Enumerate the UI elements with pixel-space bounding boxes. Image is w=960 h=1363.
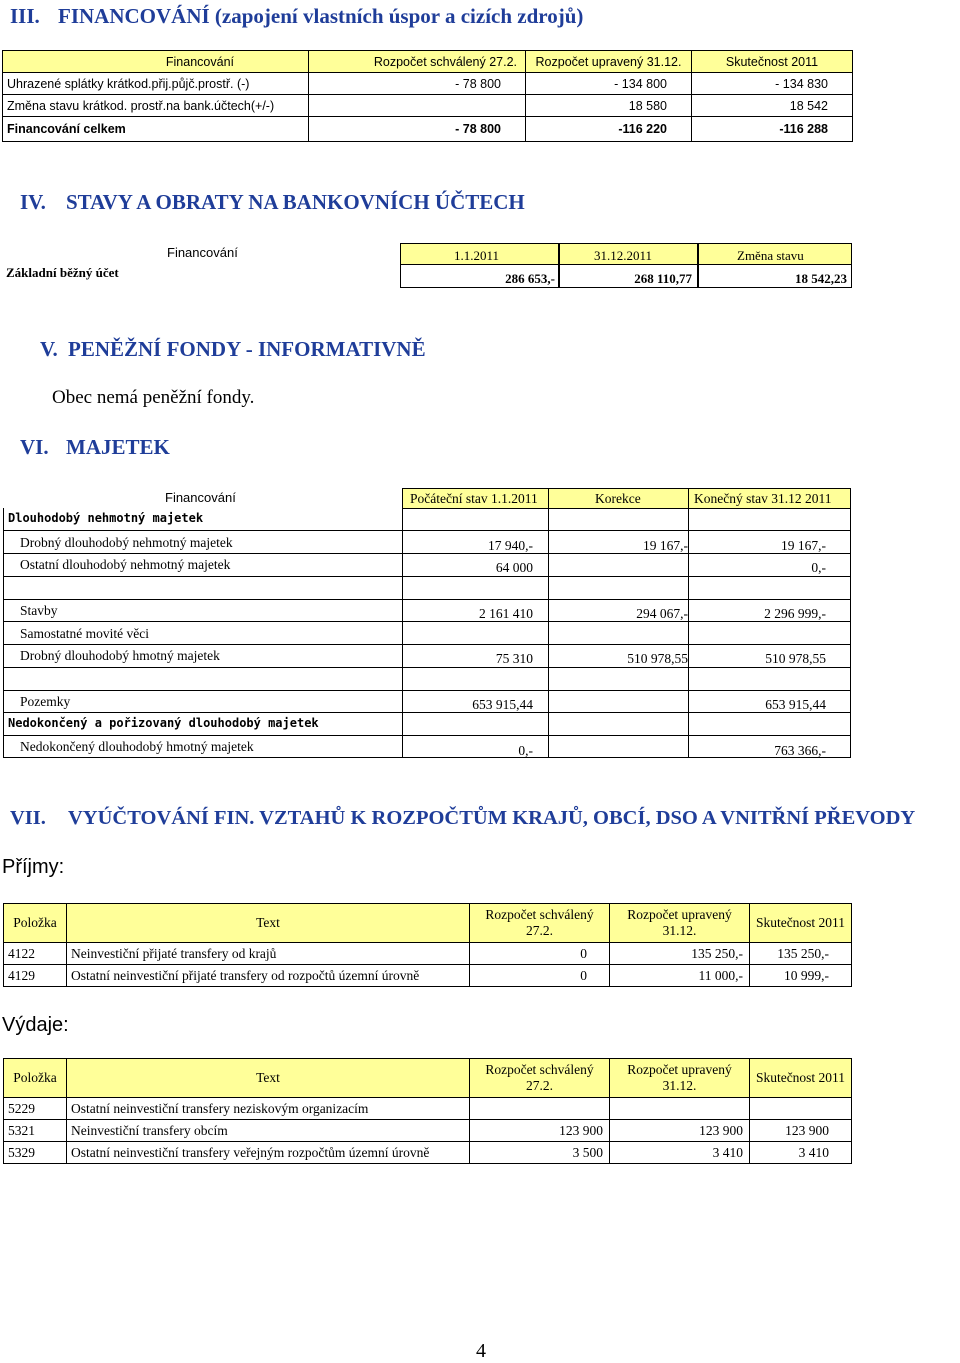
item-code: 4129 bbox=[4, 965, 67, 987]
section-4-number: IV. bbox=[20, 190, 46, 214]
expense-header-row bbox=[4, 1059, 852, 1098]
header-correction: Korekce bbox=[595, 491, 641, 506]
cell-value: 64 000 bbox=[495, 560, 533, 575]
cell-value: 0,- bbox=[518, 743, 533, 758]
header-item: Položka bbox=[4, 904, 67, 943]
header-financovani: Financování bbox=[3, 51, 309, 73]
header-budget-adjusted: Rozpočet upravený 31.12. bbox=[610, 904, 750, 943]
row-line bbox=[3, 530, 851, 531]
item-code: 5329 bbox=[4, 1142, 67, 1164]
section-3-heading bbox=[10, 4, 583, 29]
income-table bbox=[3, 903, 852, 987]
header-financovani: Financování bbox=[167, 245, 238, 260]
section-5-title: PENĚŽNÍ FONDY - INFORMATIVNĚ bbox=[68, 337, 426, 361]
header-date-end: 31.12.2011 bbox=[594, 248, 653, 263]
cell-value: 18 580 bbox=[526, 95, 692, 117]
header-initial-state: Počáteční stav 1.1.2011 bbox=[410, 491, 538, 506]
header-budget-approved: Rozpočet schválený 27.2. bbox=[309, 51, 526, 73]
cell-value: 510 978,55 bbox=[627, 651, 688, 666]
header-date-start: 1.1.2011 bbox=[454, 248, 500, 263]
cell-value: 123 900 bbox=[610, 1120, 750, 1142]
item-text: Ostatní neinvestiční transfery veřejným rozpočtům územní úrovně bbox=[67, 1142, 470, 1164]
cell-value: 653 915,44 bbox=[472, 697, 533, 712]
cell-value: 19 167,- bbox=[643, 538, 688, 553]
row-label: Uhrazené splátky krátkod.přij.půjč.prostř. (-) bbox=[3, 73, 309, 95]
row-label: Ostatní dlouhodobý nehmotný majetek bbox=[20, 557, 231, 572]
row-line bbox=[3, 599, 851, 600]
cell-value: 135 250,- bbox=[610, 943, 750, 965]
header-actual: Skutečnost 2011 bbox=[750, 904, 852, 943]
row-label: Samostatné movité věci bbox=[20, 626, 149, 641]
section-5-heading bbox=[40, 337, 426, 362]
section-6-heading bbox=[20, 435, 170, 460]
item-code: 5321 bbox=[4, 1120, 67, 1142]
table-row bbox=[3, 73, 853, 95]
row-label: Nedokončený dlouhodobý hmotný majetek bbox=[20, 739, 254, 754]
header-text: Text bbox=[67, 904, 470, 943]
page-number: 4 bbox=[476, 1340, 486, 1362]
header-actual: Skutečnost 2011 bbox=[750, 1059, 852, 1098]
row-label: Stavby bbox=[20, 603, 58, 618]
section-5-number: V. bbox=[40, 337, 58, 361]
cell-value: 0 bbox=[470, 943, 610, 965]
header-budget-approved: Rozpočet schválený 27.2. bbox=[470, 1059, 610, 1098]
cell-value: 18 542 bbox=[692, 95, 853, 117]
header-text: Text bbox=[67, 1059, 470, 1098]
cell-value bbox=[309, 95, 526, 117]
group-label-unfinished: Nedokončený a pořizovaný dlouhodobý majetek bbox=[8, 716, 319, 730]
cell-value: 123 900 bbox=[470, 1120, 610, 1142]
cell-value: -116 288 bbox=[692, 117, 853, 142]
cell-value: 19 167,- bbox=[781, 538, 826, 553]
financing-table bbox=[2, 50, 853, 142]
cell-value: 17 940,- bbox=[488, 538, 533, 553]
table-row bbox=[4, 1120, 852, 1142]
cell-value: - 78 800 bbox=[309, 117, 526, 142]
cell-value bbox=[470, 1098, 610, 1120]
cell-value: 286 653,- bbox=[505, 271, 555, 286]
table-row bbox=[4, 965, 852, 987]
cell-value: - 134 830 bbox=[692, 73, 853, 95]
section-7-number: VII. bbox=[10, 807, 46, 829]
section-6-number: VI. bbox=[20, 435, 49, 459]
table-row bbox=[4, 1098, 852, 1120]
section-4-heading bbox=[20, 190, 525, 215]
divider bbox=[548, 488, 549, 509]
cell-value: 268 110,77 bbox=[634, 271, 692, 286]
cell-value: 763 366,- bbox=[774, 743, 826, 758]
table-row-total bbox=[3, 117, 853, 142]
header-budget-approved: Rozpočet schválený 27.2. bbox=[470, 904, 610, 943]
header-actual: Skutečnost 2011 bbox=[692, 51, 853, 73]
cell-value: 0 bbox=[470, 965, 610, 987]
row-label: Změna stavu krátkod. prostř.na bank.účtech(+/-) bbox=[3, 95, 309, 117]
cell-value: 653 915,44 bbox=[765, 697, 826, 712]
row-label: Pozemky bbox=[20, 694, 71, 709]
cell-value: 18 542,23 bbox=[795, 271, 847, 286]
cell-value: - 134 800 bbox=[526, 73, 692, 95]
table-row bbox=[4, 1142, 852, 1164]
header-item: Položka bbox=[4, 1059, 67, 1098]
table-row bbox=[4, 943, 852, 965]
item-text: Neinvestiční transfery obcím bbox=[67, 1120, 470, 1142]
cell-value: 294 067,- bbox=[636, 606, 688, 621]
table-row bbox=[3, 95, 853, 117]
header-financovani: Financování bbox=[165, 490, 236, 505]
financing-header-row bbox=[3, 51, 853, 73]
cell-value: -116 220 bbox=[526, 117, 692, 142]
cell-value: 75 310 bbox=[495, 651, 533, 666]
section-3-title: FINANCOVÁNÍ (zapojení vlastních úspor a cizích zdrojů) bbox=[58, 4, 584, 28]
divider bbox=[688, 488, 689, 758]
row-line bbox=[3, 735, 851, 736]
row-label: Drobný dlouhodobý hmotný majetek bbox=[20, 648, 220, 663]
section-4-title: STAVY A OBRATY NA BANKOVNÍCH ÚČTECH bbox=[66, 190, 525, 214]
cell-value: 3 410 bbox=[610, 1142, 750, 1164]
cell-value: 135 250,- bbox=[750, 943, 852, 965]
expense-label: Výdaje: bbox=[2, 1014, 69, 1036]
no-funds-text: Obec nemá peněžní fondy. bbox=[52, 387, 255, 408]
item-code: 4122 bbox=[4, 943, 67, 965]
expense-table bbox=[3, 1058, 852, 1164]
header-change: Změna stavu bbox=[737, 248, 804, 263]
header-final-state: Konečný stav 31.12 2011 bbox=[694, 491, 832, 506]
header-budget-adjusted: Rozpočet upravený 31.12. bbox=[526, 51, 692, 73]
item-text: Ostatní neinvestiční transfery neziskovým organizacím bbox=[67, 1098, 470, 1120]
cell-value: - 78 800 bbox=[309, 73, 526, 95]
item-code: 5229 bbox=[4, 1098, 67, 1120]
cell-value: 10 999,- bbox=[750, 965, 852, 987]
cell-value: 0,- bbox=[811, 560, 826, 575]
header-budget-adjusted: Rozpočet upravený 31.12. bbox=[610, 1059, 750, 1098]
cell-value: 510 978,55 bbox=[765, 651, 826, 666]
income-label: Příjmy: bbox=[2, 856, 65, 878]
section-7-title: VYÚČTOVÁNÍ FIN. VZTAHŮ K ROZPOČTŮM KRAJŮ, OBCÍ, DSO A VNITŘNÍ PŘEVODY bbox=[68, 807, 916, 829]
cell-value bbox=[750, 1098, 852, 1120]
cell-value: 2 161 410 bbox=[479, 606, 533, 621]
item-text: Ostatní neinvestiční přijaté transfery od rozpočtů územní úrovně bbox=[67, 965, 470, 987]
cell-value: 3 410 bbox=[750, 1142, 852, 1164]
row-label: Financování celkem bbox=[3, 117, 309, 142]
row-label: Drobný dlouhodobý nehmotný majetek bbox=[20, 535, 233, 550]
row-line bbox=[3, 644, 851, 645]
income-header-row bbox=[4, 904, 852, 943]
row-line bbox=[3, 667, 851, 668]
account-label: Základní běžný účet bbox=[6, 265, 119, 280]
section-3-number: III. bbox=[10, 4, 40, 28]
cell-value: 11 000,- bbox=[610, 965, 750, 987]
row-line bbox=[3, 690, 851, 691]
section-7-heading bbox=[10, 807, 915, 830]
cell-value: 3 500 bbox=[470, 1142, 610, 1164]
row-line bbox=[3, 576, 851, 577]
cell-value: 123 900 bbox=[750, 1120, 852, 1142]
cell-value bbox=[610, 1098, 750, 1120]
group-label-intangible: Dlouhodobý nehmotný majetek bbox=[8, 511, 204, 525]
section-6-title: MAJETEK bbox=[66, 435, 170, 459]
cell-value: 2 296 999,- bbox=[764, 606, 826, 621]
item-text: Neinvestiční přijaté transfery od krajů bbox=[67, 943, 470, 965]
